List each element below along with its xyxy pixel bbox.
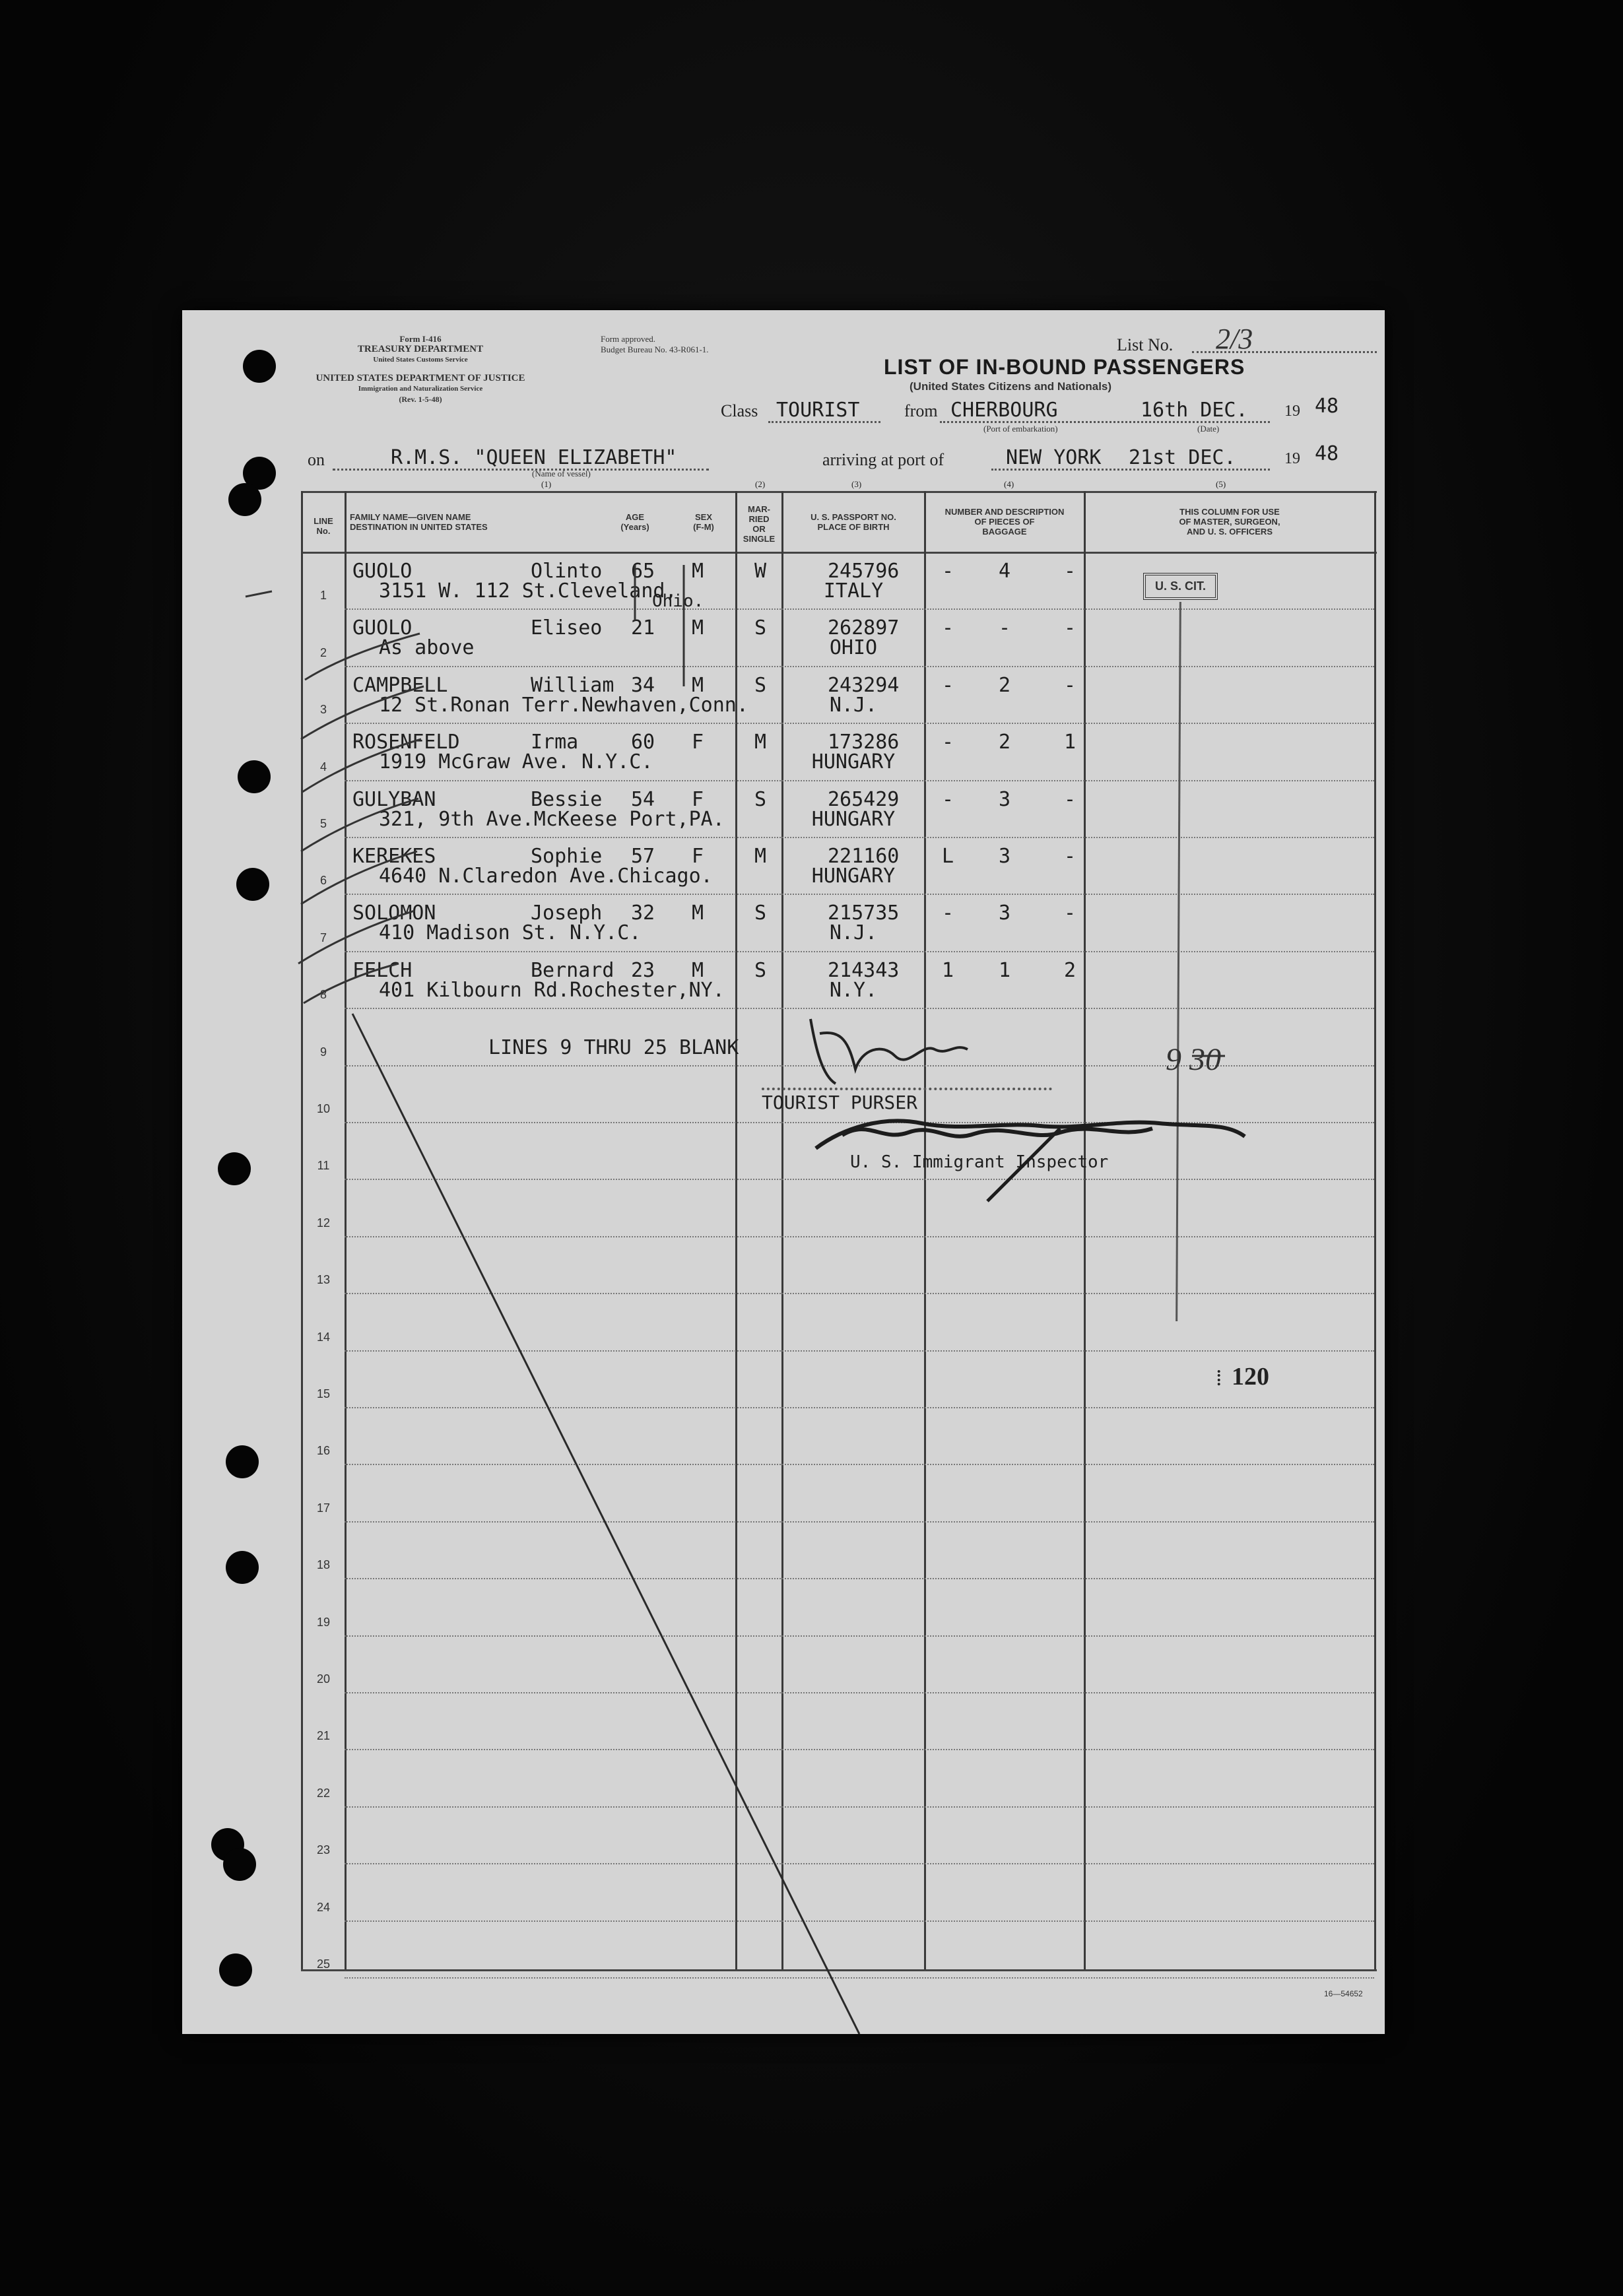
cell-bag-b: 1 [998, 958, 1011, 982]
cell-sex: F [692, 787, 704, 811]
cell-age: 54 [631, 787, 655, 811]
line-number: 8 [319, 988, 327, 1002]
cell-birthplace: HUNGARY [811, 807, 896, 831]
cell-address: 1919 McGraw Ave. N.Y.C. [379, 750, 653, 774]
cell-given: Irma [531, 731, 579, 754]
cell-bag-a: - [941, 731, 954, 754]
cell-bag-c: - [1063, 560, 1076, 583]
cell-birthplace: N.J. [829, 693, 878, 717]
cell-bag-b: 3 [998, 845, 1011, 868]
cell-sex: M [692, 958, 704, 982]
cell-married: S [754, 787, 767, 811]
revision: (Rev. 1-5-48) [399, 395, 442, 404]
cell-bag-c: - [1063, 673, 1076, 697]
class-value: TOURIST [776, 399, 860, 422]
embark-date: 16th DEC. [1141, 399, 1248, 422]
col-baggage: NUMBER AND DESCRIPTION OF PIECES OF BAGGAGE [944, 507, 1065, 537]
cell-bag-c: - [1063, 787, 1076, 811]
col-age: AGE (Years) [620, 512, 649, 532]
cell-bag-a: L [941, 845, 954, 868]
col-married: MAR- RIED OR SINGLE [743, 504, 776, 544]
sheet-number: 120 [1232, 1363, 1269, 1391]
cell-address: 401 Kilbourn Rd.Rochester,NY. [379, 978, 725, 1002]
handwriting-overlay [182, 310, 1385, 2034]
cell-birthplace: N.Y. [829, 978, 878, 1002]
arrival-year: 48 [1315, 442, 1339, 465]
line-number: 15 [316, 1387, 331, 1400]
cell-married: M [754, 731, 767, 754]
justice-dept: UNITED STATES DEPARTMENT OF JUSTICE [315, 373, 525, 383]
embark-caption: (Port of embarkation) [983, 424, 1058, 434]
cell-bag-c: 1 [1063, 731, 1076, 754]
cell-address: 321, 9th Ave.McKeese Port,PA. [379, 807, 725, 831]
cell-bag-b: 2 [998, 673, 1011, 697]
cell-family: GUOLO [352, 560, 413, 583]
cell-sex: M [692, 902, 704, 925]
cell-age: 60 [631, 731, 655, 754]
line-number: 19 [316, 1615, 331, 1629]
cell-passport: 243294 [828, 673, 900, 697]
line-number: 13 [316, 1273, 331, 1287]
col-sex: SEX (F-M) [693, 512, 714, 532]
line-number: 11 [317, 1159, 330, 1173]
cell-sex: F [692, 845, 704, 868]
cell-address: 4640 N.Claredon Ave.Chicago. [379, 865, 713, 888]
cell-passport: 262897 [828, 616, 900, 640]
vessel-caption: (Name of vessel) [532, 469, 591, 478]
line-number: 20 [316, 1672, 331, 1686]
cell-bag-b: 4 [998, 560, 1011, 583]
customs-service: United States Customs Service [373, 356, 468, 364]
col-passport: U. S. PASSPORT NO. PLACE OF BIRTH [811, 512, 896, 532]
list-no-label: List No. [1117, 335, 1174, 354]
cell-passport: 215735 [828, 902, 900, 925]
cell-address: As above [379, 636, 475, 660]
cell-passport: 245796 [828, 560, 900, 583]
cell-age: 32 [631, 902, 655, 925]
line-number: 14 [316, 1330, 331, 1344]
cell-sex: M [692, 616, 704, 640]
arrival-date: 21st DEC. [1129, 446, 1236, 469]
class-label: Class [721, 401, 758, 420]
col-num-4: (4) [1004, 479, 1014, 489]
line-number: 1 [319, 589, 327, 603]
cell-sex: M [692, 673, 704, 697]
embark-year: 48 [1315, 395, 1339, 418]
cell-family: GULYBAN [352, 787, 436, 811]
cell-married: S [754, 902, 767, 925]
cell-married: S [754, 673, 767, 697]
handwritten-note: 9 30 [1166, 1042, 1221, 1077]
cell-birthplace: N.J. [829, 921, 878, 945]
line-number: 24 [316, 1900, 331, 1914]
line-number: 7 [319, 931, 327, 944]
cell-married: S [754, 616, 767, 640]
vessel-name: R.M.S. "QUEEN ELIZABETH" [391, 446, 677, 469]
cell-age: 21 [631, 616, 655, 640]
cell-family: KEREKES [352, 845, 436, 868]
date-caption: (Date) [1197, 424, 1220, 434]
line-number: 6 [319, 874, 327, 888]
cell-birthplace: HUNGARY [811, 750, 896, 774]
cell-bag-a: - [941, 902, 954, 925]
cell-family: CAMPBELL [352, 673, 448, 697]
cell-bag-a: 1 [941, 958, 954, 982]
cell-given: Sophie [531, 845, 603, 868]
page-title: LIST OF IN-BOUND PASSENGERS [884, 355, 1245, 379]
blank-lines-note: LINES 9 THRU 25 BLANK [488, 1036, 739, 1059]
cell-bag-b: 2 [998, 731, 1011, 754]
cell-birthplace: OHIO [829, 636, 878, 660]
cell-bag-b: 3 [998, 902, 1011, 925]
cell-married: W [754, 560, 767, 583]
cell-passport: 214343 [828, 958, 900, 982]
cell-bag-b: - [998, 616, 1011, 640]
cell-age: 34 [631, 673, 655, 697]
cell-passport: 173286 [828, 731, 900, 754]
cell-married: S [754, 958, 767, 982]
cell-bag-c: - [1063, 845, 1076, 868]
cell-family: FELCH [352, 958, 413, 982]
col-num-1: (1) [541, 479, 552, 489]
cell-age: 65 [631, 560, 655, 583]
col-officers: THIS COLUMN FOR USE OF MASTER, SURGEON, AND U. S. OFFICERS [1179, 507, 1280, 537]
cell-bag-a: - [941, 787, 954, 811]
cell-age: 23 [631, 958, 655, 982]
cell-given: Olinto [531, 560, 603, 583]
cell-given: Bernard [531, 958, 614, 982]
cell-passport: 265429 [828, 787, 900, 811]
cell-bag-c: 2 [1063, 958, 1076, 982]
cell-given: Eliseo [531, 616, 603, 640]
col-num-2: (2) [755, 479, 766, 489]
line-number: 9 [319, 1045, 327, 1059]
cell-address: 3151 W. 112 St.Cleveland, [379, 579, 677, 603]
cell-family: SOLOMON [352, 902, 436, 925]
col-num-3: (3) [851, 479, 862, 489]
cell-address: 410 Madison St. N.Y.C. [379, 921, 642, 945]
treasury-dept: TREASURY DEPARTMENT [357, 344, 484, 354]
inspector-label: U. S. Immigrant Inspector [850, 1152, 1109, 1172]
arriving-label: arriving at port of [822, 450, 944, 469]
line-number: 22 [316, 1786, 331, 1800]
line-number: 2 [319, 645, 327, 659]
ins-service: Immigration and Naturalization Service [358, 385, 483, 393]
form-approved: Form approved. [601, 334, 656, 344]
manifest-page [182, 310, 1385, 2034]
line-number: 5 [319, 817, 327, 830]
cell-birthplace: HUNGARY [811, 865, 896, 888]
cell-address: 12 St.Ronan Terr.Newhaven,Conn. [379, 693, 748, 717]
cell-bag-a: - [941, 616, 954, 640]
cell-given: Joseph [531, 902, 603, 925]
line-number: 17 [316, 1501, 331, 1515]
list-no-value: 2/3 [1216, 323, 1253, 355]
from-label: from [904, 401, 938, 420]
cell-sex: F [692, 731, 704, 754]
cell-family: ROSENFELD [352, 731, 460, 754]
form-number: Form I-416 [399, 334, 442, 344]
page-subtitle: (United States Citizens and Nationals) [910, 380, 1112, 393]
line-number: 10 [316, 1102, 331, 1115]
cell-given: William [531, 673, 614, 697]
year-prefix: 19 [1284, 403, 1300, 420]
cell-age: 57 [631, 845, 655, 868]
cell-bag-b: 3 [998, 787, 1011, 811]
on-label: on [308, 450, 325, 469]
cell-married: M [754, 845, 767, 868]
line-number: 4 [319, 760, 327, 773]
budget-bureau: Budget Bureau No. 43-R061-1. [601, 344, 709, 354]
col-name: FAMILY NAME—GIVEN NAME DESTINATION IN UNITED STATES [350, 512, 488, 532]
line-number: 23 [316, 1843, 331, 1857]
line-number: 21 [316, 1729, 331, 1743]
cell-address-cont: Ohio. [652, 591, 704, 611]
sheet-number-mark: ⁞ [1216, 1366, 1222, 1391]
cell-sex: M [692, 560, 704, 583]
cell-birthplace: ITALY [823, 579, 884, 603]
line-number: 16 [316, 1444, 331, 1458]
cell-bag-c: - [1063, 616, 1076, 640]
us-citizen-stamp: U. S. CIT. [1143, 573, 1218, 600]
line-number: 18 [316, 1558, 331, 1572]
cell-passport: 221160 [828, 845, 900, 868]
cell-given: Bessie [531, 787, 603, 811]
line-number: 3 [319, 703, 327, 717]
footer-code: 16—54652 [1324, 1989, 1363, 1998]
tourist-purser-label: TOURIST PURSER [762, 1092, 918, 1113]
cell-bag-c: - [1063, 902, 1076, 925]
cell-family: GUOLO [352, 616, 413, 640]
arrival-port: NEW YORK [1006, 446, 1102, 469]
col-line-no: LINE No. [314, 516, 333, 536]
line-number: 25 [316, 1957, 331, 1971]
year-prefix-2: 19 [1284, 450, 1300, 467]
col-num-5: (5) [1216, 479, 1226, 489]
line-number: 12 [316, 1216, 331, 1230]
cell-bag-a: - [941, 673, 954, 697]
embark-port: CHERBOURG [950, 399, 1058, 422]
cell-bag-a: - [941, 560, 954, 583]
